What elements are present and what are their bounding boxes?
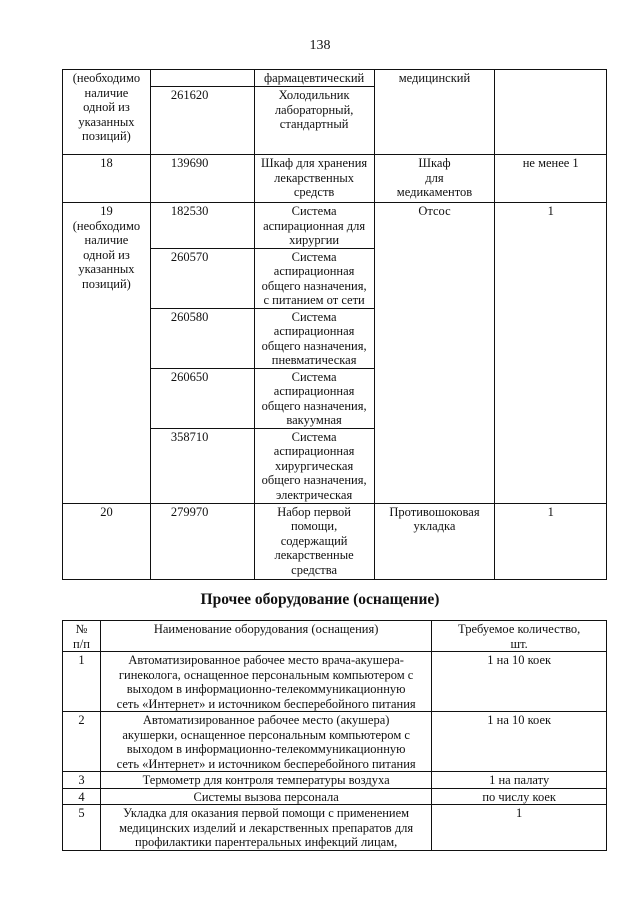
table-row bbox=[63, 203, 607, 249]
row-number-cell: 19 (необходимо наличие одной из указанных позиций) bbox=[63, 203, 151, 504]
qty-cell: по числу коек bbox=[432, 788, 607, 805]
qty-cell: 1 bbox=[495, 203, 607, 504]
name-cell: Система аспирационная общего назначения, вакуумная bbox=[254, 368, 374, 428]
row-number-cell: 3 bbox=[63, 772, 101, 789]
table-row bbox=[63, 805, 607, 851]
code-cell: 279970 bbox=[150, 503, 254, 579]
name-cell: Холодильник лабораторный, стандартный bbox=[254, 87, 374, 155]
qty-cell: 1 bbox=[432, 805, 607, 851]
code-cell: 358710 bbox=[150, 428, 254, 503]
code-cell bbox=[150, 70, 254, 87]
code-cell: 182530 bbox=[150, 203, 254, 249]
qty-cell: не менее 1 bbox=[495, 155, 607, 203]
qty-cell: 1 на 10 коек bbox=[432, 652, 607, 712]
code-cell: 139690 bbox=[150, 155, 254, 203]
table-row bbox=[63, 503, 607, 579]
table-header-row bbox=[63, 621, 607, 652]
section-title: Прочее оборудование (оснащение) bbox=[200, 591, 440, 608]
qty-cell: 1 на палату bbox=[432, 772, 607, 789]
table-row bbox=[63, 652, 607, 712]
code-cell: 260570 bbox=[150, 248, 254, 308]
name-cell: Набор первой помощи, содержащий лекарственные средства bbox=[254, 503, 374, 579]
type-cell: Противошоковая укладка bbox=[374, 503, 495, 579]
name-cell: Система аспирационная общего назначения, с питанием от сети bbox=[254, 248, 374, 308]
name-cell: Термометр для контроля температуры воздуха bbox=[100, 772, 431, 789]
header-num: № п/п bbox=[63, 621, 101, 652]
row-number-cell: 20 bbox=[63, 503, 151, 579]
qty-cell: 1 на 10 коек bbox=[432, 712, 607, 772]
name-cell: Укладка для оказания первой помощи с применением медицинских изделий и лекарственных препаратов для профилактики парентеральных инфекций лицам, bbox=[100, 805, 431, 851]
type-cell: Шкаф для медикаментов bbox=[374, 155, 495, 203]
other-equipment-table bbox=[62, 620, 607, 851]
code-cell: 260650 bbox=[150, 368, 254, 428]
name-cell: Шкаф для хранения лекарственных средств bbox=[254, 155, 374, 203]
type-cell: медицинский bbox=[374, 70, 495, 155]
code-cell: 261620 bbox=[150, 87, 254, 155]
row-number-cell: 4 bbox=[63, 788, 101, 805]
qty-cell bbox=[495, 70, 607, 155]
row-number-cell: (необходимо наличие одной из указанных позиций) bbox=[63, 70, 151, 155]
name-cell: фармацевтический bbox=[254, 70, 374, 87]
row-number-cell: 18 bbox=[63, 155, 151, 203]
qty-cell: 1 bbox=[495, 503, 607, 579]
table-row bbox=[63, 712, 607, 772]
code-cell: 260580 bbox=[150, 308, 254, 368]
header-name: Наименование оборудования (оснащения) bbox=[100, 621, 431, 652]
header-qty: Требуемое количество, шт. bbox=[432, 621, 607, 652]
name-cell: Системы вызова персонала bbox=[100, 788, 431, 805]
table-row bbox=[63, 772, 607, 789]
row-number-cell: 5 bbox=[63, 805, 101, 851]
name-cell: Система аспирационная общего назначения, пневматическая bbox=[254, 308, 374, 368]
row-number-cell: 1 bbox=[63, 652, 101, 712]
table-row bbox=[63, 155, 607, 203]
row-number-cell: 2 bbox=[63, 712, 101, 772]
type-cell: Отсос bbox=[374, 203, 495, 504]
name-cell: Система аспирационная хирургическая общего назначения, электрическая bbox=[254, 428, 374, 503]
table-row bbox=[63, 788, 607, 805]
name-cell: Система аспирационная для хирургии bbox=[254, 203, 374, 249]
table-row bbox=[63, 70, 607, 87]
name-cell: Автоматизированное рабочее место (акушера) акушерки, оснащенное персональным компьютером с выходом в информационно-телекоммуникационную сеть «Интернет» и источником бесперебойного питания bbox=[100, 712, 431, 772]
equipment-table bbox=[62, 69, 607, 580]
name-cell: Автоматизированное рабочее место врача-акушера- гинеколога, оснащенное персональным компьютером с выходом в информационно-телекоммуникационную сеть «Интернет» и источником бесперебойного питания bbox=[100, 652, 431, 712]
page-number: 138 bbox=[309, 38, 331, 53]
